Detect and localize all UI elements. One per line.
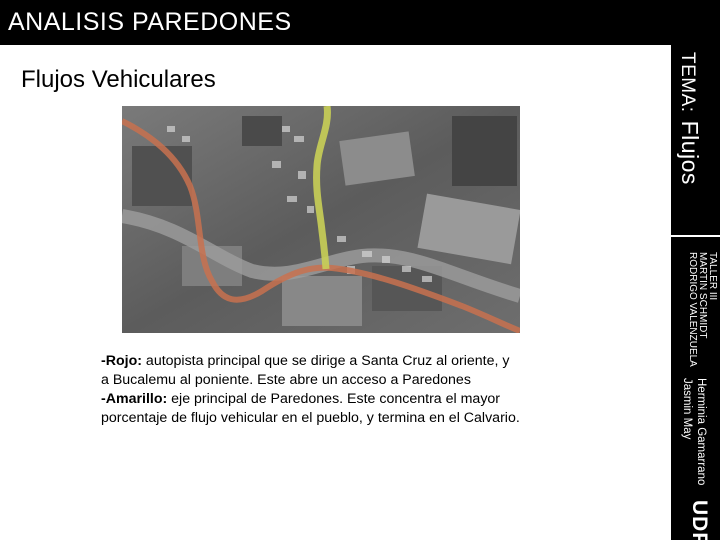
course-line: RODRIGO VALENZUELA (687, 252, 698, 367)
course-line: MARTIN SCHMIDT (697, 252, 708, 339)
author-name: Herminia Gamarrano (695, 378, 707, 486)
description-label: -Rojo: (101, 353, 142, 369)
author-name: Jasmin May (681, 378, 693, 440)
topic-label: TEMA: (677, 52, 698, 113)
aerial-map-image (122, 106, 520, 333)
description-text: autopista principal que se dirige a Santa Cruz al oriente, y a Bucalemu al poniente. Este abre un acceso a Paredones (101, 353, 510, 388)
topic-value: Flujos (677, 120, 703, 185)
course-info (687, 252, 717, 367)
description-item-rojo (101, 352, 521, 390)
sidebar-divider (671, 235, 720, 237)
authors (680, 378, 708, 485)
description-item-amarillo (101, 390, 521, 428)
udp-logo: UDP (688, 500, 711, 547)
header-bar (0, 0, 720, 45)
page-title: ANALISIS PAREDONES (8, 8, 292, 36)
description-label: -Amarillo: (101, 391, 168, 407)
description-text: eje principal de Paredones. Este concentra el mayor porcentaje de flujo vehicular en el pueblo, y termina en el Calvario. (101, 391, 520, 426)
topic-heading (676, 52, 703, 185)
description (101, 352, 521, 428)
course-line: TALLER III (707, 252, 718, 301)
section-subtitle: Flujos Vehiculares (21, 66, 216, 93)
